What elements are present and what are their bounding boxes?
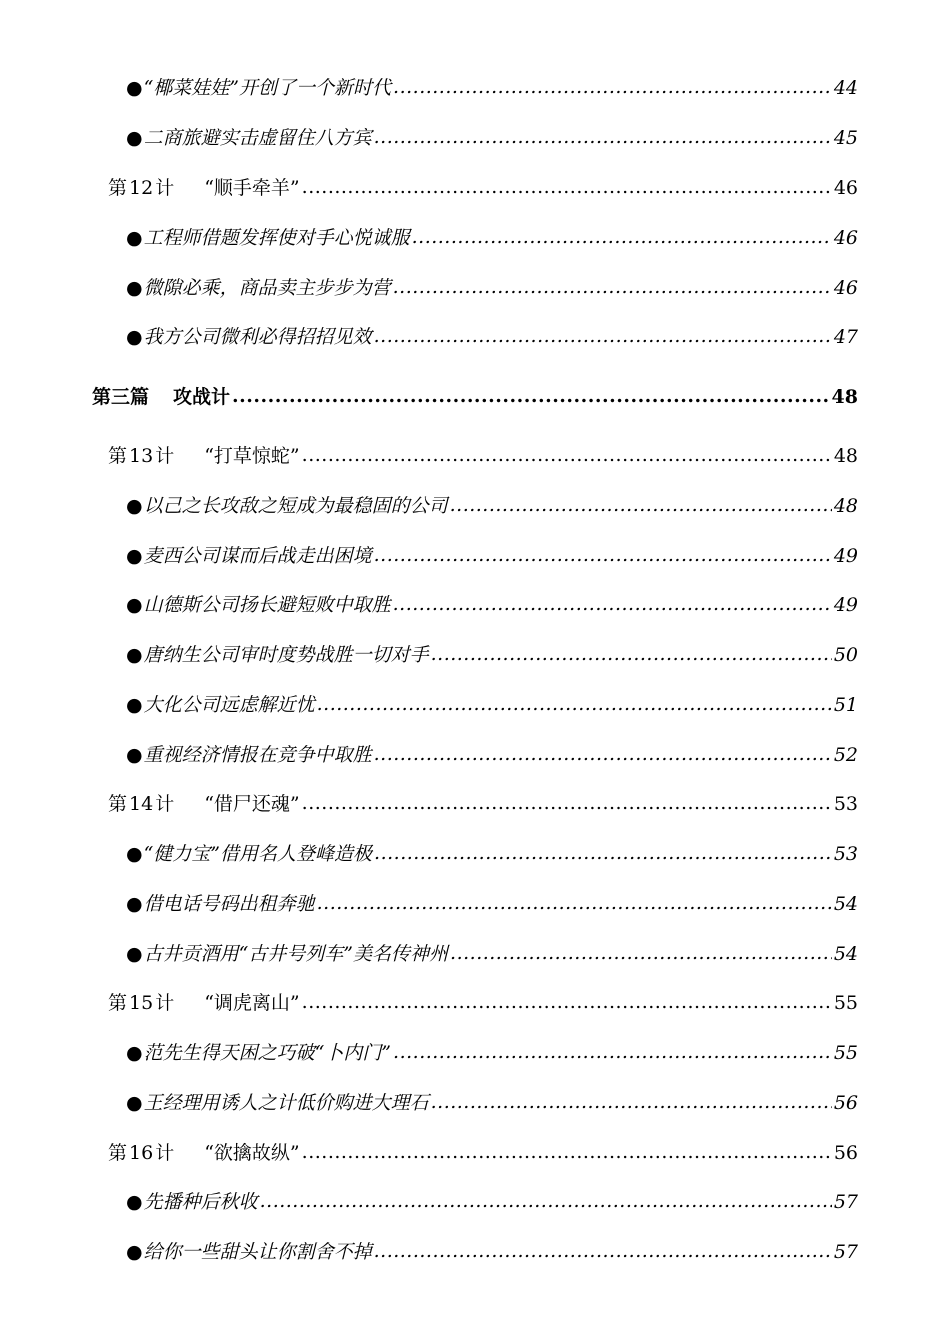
toc-page-number: 56 [833,1142,858,1164]
toc-entry-title: ●微隙必乘，商品卖主步步为营 [126,277,391,299]
toc-page-number: 48 [831,386,858,408]
toc-page-number: 54 [833,943,858,965]
dot-leader [374,540,832,570]
bullet-icon: ● [126,227,143,249]
toc-page-number: 48 [833,495,858,517]
bullet-icon: ● [126,545,143,567]
dot-leader [393,272,832,302]
toc-entry-title: ●以己之长攻敌之短成为最稳固的公司 [126,495,448,517]
toc-page-number: 50 [833,644,858,666]
toc-page-number: 55 [833,1042,858,1064]
toc-page-number: 57 [833,1241,858,1263]
toc-entry-title: ●重视经济情报在竞争中取胜 [126,744,372,766]
bullet-icon: ● [126,644,143,666]
toc-entry[interactable] [126,839,858,869]
bullet-icon: ● [126,744,143,766]
bullet-icon: ● [126,1241,143,1263]
toc-entry-title: ●我方公司微利必得招招见效 [126,326,372,348]
toc-section-title: 第 14 计 “借尸还魂” [108,793,300,815]
toc-entry[interactable] [126,690,858,720]
dot-leader [302,440,832,470]
toc-entry-title: ●二商旅避实击虚留住八方宾 [126,127,372,149]
toc-page-number: 52 [833,744,858,766]
toc-entry-title: ●借电话号码出租奔驰 [126,893,315,915]
toc-entry-title: ●王经理用诱人之计低价购进大理石 [126,1092,429,1114]
toc-section-title: 第 15 计 “调虎离山” [108,992,300,1014]
toc-entry-title: ●麦西公司谋而后战走出困境 [126,545,372,567]
toc-page-number: 46 [833,277,858,299]
toc-page-number: 56 [833,1092,858,1114]
dot-leader [393,1037,832,1067]
bullet-icon: ● [126,594,143,616]
bullet-icon: ● [126,77,143,99]
toc-entry[interactable] [126,223,858,253]
dot-leader [450,490,832,520]
toc-entry-title: ●山德斯公司扬长避短败中取胜 [126,594,391,616]
toc-entry[interactable] [126,1237,858,1267]
bullet-icon: ● [126,495,143,517]
toc-section-entry[interactable] [108,1138,858,1168]
toc-entry[interactable] [126,590,858,620]
toc-page-number: 46 [833,227,858,249]
toc-section-title: 第 12 计 “顺手牵羊” [108,177,300,199]
bullet-icon: ● [126,326,143,348]
toc-page-number: 53 [833,843,858,865]
toc-entry[interactable] [126,1088,858,1118]
toc-entry[interactable] [126,1038,858,1068]
toc-entry[interactable] [126,73,858,103]
toc-section-entry[interactable] [108,988,858,1018]
toc-page-number: 57 [833,1191,858,1213]
toc-entry[interactable] [126,740,858,770]
toc-entry[interactable] [126,640,858,670]
toc-entry-title: ●“健力宝”借用名人登峰造极 [126,843,373,865]
bullet-icon: ● [126,127,143,149]
toc-entry-title: ●大化公司远虑解近忧 [126,694,315,716]
dot-leader [431,1087,832,1117]
dot-leader [412,222,832,252]
dot-leader [431,639,832,669]
dot-leader [374,1236,832,1266]
dot-leader [374,122,832,152]
toc-page-number: 47 [833,326,858,348]
toc-page-number: 53 [833,793,858,815]
toc-page-number: 49 [833,545,858,567]
toc-page-number: 44 [833,77,858,99]
dot-leader [302,172,832,202]
bullet-icon: ● [126,943,143,965]
toc-page-number: 54 [833,893,858,915]
toc-entry-title: ●先播种后秋收 [126,1191,258,1213]
dot-leader [302,788,832,818]
dot-leader [374,321,832,351]
toc-entry[interactable] [126,1187,858,1217]
bullet-icon: ● [126,277,143,299]
bullet-icon: ● [126,694,143,716]
dot-leader [450,938,832,968]
toc-page-number: 46 [833,177,858,199]
toc-entry[interactable] [126,491,858,521]
toc-page-number: 45 [833,127,858,149]
toc-entry-title: ●唐纳生公司审时度势战胜一切对手 [126,644,429,666]
bullet-icon: ● [126,1042,143,1064]
toc-section-title: 第 16 计 “欲擒故纵” [108,1142,300,1164]
toc-section-title: 第 13 计 “打草惊蛇” [108,445,300,467]
toc-page-number: 49 [833,594,858,616]
toc-entry[interactable] [126,123,858,153]
toc-entry[interactable] [126,273,858,303]
bullet-icon: ● [126,843,143,865]
toc-entry-title: ●“椰菜娃娃”开创了一个新时代 [126,77,392,99]
dot-leader [302,987,832,1017]
toc-page-number: 55 [833,992,858,1014]
toc-entry-title: ●工程师借题发挥使对手心悦诚服 [126,227,410,249]
bullet-icon: ● [126,893,143,915]
toc-entry-title: ●古井贡酒用“古井号列车”美名传神州 [126,943,449,965]
dot-leader [374,739,832,769]
toc-section-entry[interactable] [108,789,858,819]
toc-entry[interactable] [126,889,858,919]
toc-entry[interactable] [126,322,858,352]
toc-page-number: 51 [833,694,858,716]
toc-entry[interactable] [126,939,858,969]
toc-entry-title: ●范先生得天困之巧破“卜内门” [126,1042,392,1064]
toc-chapter-title: 第三篇 攻战计 [92,386,231,408]
dot-leader [317,689,832,719]
toc-entry[interactable] [126,541,858,571]
dot-leader [260,1186,832,1216]
toc-entry-title: ●给你一些甜头让你割舍不掉 [126,1241,372,1263]
toc-section-entry[interactable] [108,441,858,471]
dot-leader [374,838,832,868]
dot-leader [232,381,830,411]
dot-leader [317,888,832,918]
dot-leader [393,72,832,102]
bullet-icon: ● [126,1092,143,1114]
toc-section-entry[interactable] [108,173,858,203]
dot-leader [302,1137,832,1167]
bullet-icon: ● [126,1191,143,1213]
dot-leader [393,589,832,619]
toc-page-number: 48 [833,445,858,467]
toc-chapter-entry[interactable] [92,382,858,412]
